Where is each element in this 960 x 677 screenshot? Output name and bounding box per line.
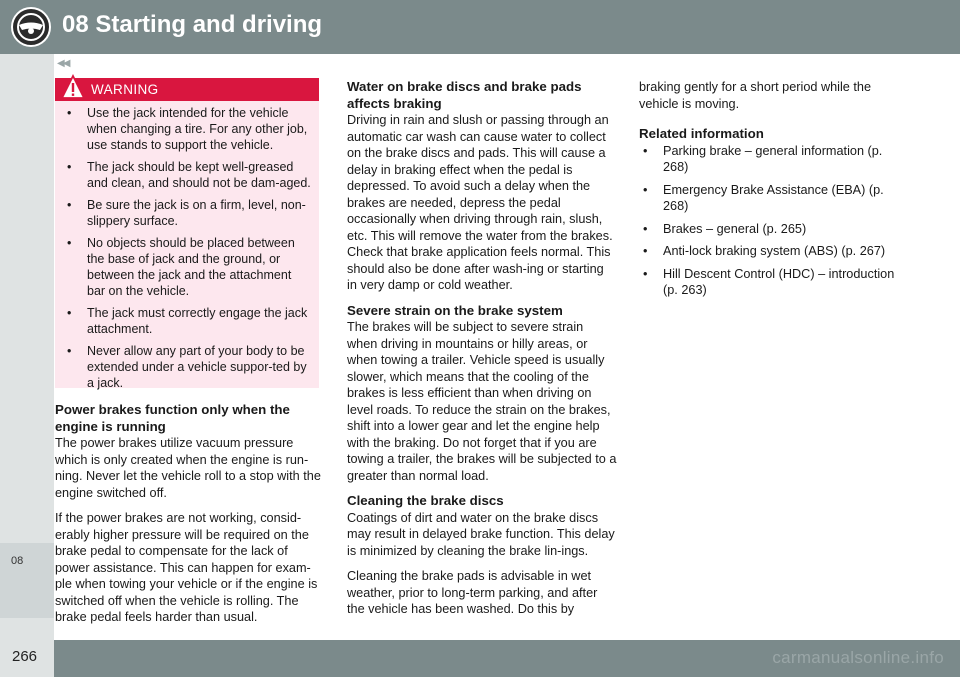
warning-title: WARNING [91,82,159,97]
related-link[interactable]: • Parking brake – general information (p. 268) [639,143,911,176]
page-number: 266 [12,648,38,665]
related-list [639,143,911,299]
warning-triangle-icon [61,74,85,101]
column-right [639,79,911,305]
list-item: • Be sure the jack is on a firm, level, non-slippery surface. [55,197,311,229]
list-item: • Never allow any part of your body to be extended under a vehicle suppor-ted by a jack. [55,343,311,391]
watermark: carmanualsonline.info [772,648,944,667]
paragraph: braking gently for a short period while the vehicle is moving. [639,80,872,111]
list-item: • No objects should be placed between the base of jack and the ground, or between the jack and the attachment bar on the vehicle. [55,235,311,299]
list-item: • Use the jack intended for the vehicle when changing a tire. For any other job, use stands to support the vehicle. [55,105,311,153]
page-title: 08 Starting and driving [62,11,323,38]
steering-wheel-icon [10,6,52,48]
paragraph: Driving in rain and slush or passing through an automatic car wash can cause water to collect on the brake discs and pads. This will cause a delay in braking effect when the pedal is depressed. To avoid such a delay when the brakes are needed, depress the pedal occasionally when driving through rain, slush, etc. This will remove the water from the brakes. Check that brake application feels normal. This should also be done after wash-ing or starting in very damp or cold weather. [347,113,613,292]
warning-list [55,105,311,397]
back-arrow-icon[interactable]: ◀◀ [57,58,69,69]
section-heading: Related information [639,126,764,141]
related-link[interactable]: • Emergency Brake Assistance (EBA) (p. 268) [639,182,911,215]
paragraph: Cleaning the brake pads is advisable in wet weather, prior to long-term parking, and after the vehicle has been washed. Do this by [347,569,598,616]
warning-box [55,78,319,388]
section-heading: Severe strain on the brake system [347,302,563,318]
paragraph: If the power brakes are not working, consid-erably higher pressure will be required on the brake pedal to compensate for the lack of power assistance. This can happen for exam-ple when towing your vehicle or if the engine is switched off when the vehicle is rolling. The brake pedal feels harder than usual. [55,511,318,624]
paragraph: The power brakes utilize vacuum pressure which is only created when the engine is run-ning. Never let the vehicle roll to a stop with the engine switched off. [55,436,321,500]
section-strain [347,303,617,485]
column-middle [347,79,617,627]
section-water [347,79,617,294]
related-link[interactable]: • Brakes – general (p. 265) [639,221,911,238]
section-heading: Cleaning the brake discs [347,493,504,508]
warning-header [55,78,319,101]
related-link[interactable]: • Hill Descent Control (HDC) – introduction (p. 263) [639,266,911,299]
list-item: • The jack must correctly engage the jack attachment. [55,305,311,337]
section-heading: Power brakes function only when the engine is running [55,402,290,434]
related-link[interactable]: • Anti-lock braking system (ABS) (p. 267) [639,243,911,260]
chapter-tab[interactable] [0,543,54,618]
section-heading: Water on brake discs and brake pads affects braking [347,79,582,111]
list-item: • The jack should be kept well-greased and clean, and should not be dam-aged. [55,159,311,191]
chapter-tab-label: 08 [11,555,24,567]
paragraph: The brakes will be subject to severe strain when driving in mountains or hilly areas, or when towing a trailer. Vehicle speed is usually slower, which means that the cooling of the brakes is less efficient than when driving on level roads. To reduce the strain on the brakes, shift into a lower gear and let the engine help with the braking. Do not forget that if you are towing a trailer, the brakes will be subjected to a greater than normal load. [347,320,617,483]
paragraph: Coatings of dirt and water on the brake discs may result in delayed brake function. This delay is minimized by cleaning the brake lin-ings. [347,510,615,558]
column-left [55,402,323,635]
section-cleaning [347,493,617,618]
